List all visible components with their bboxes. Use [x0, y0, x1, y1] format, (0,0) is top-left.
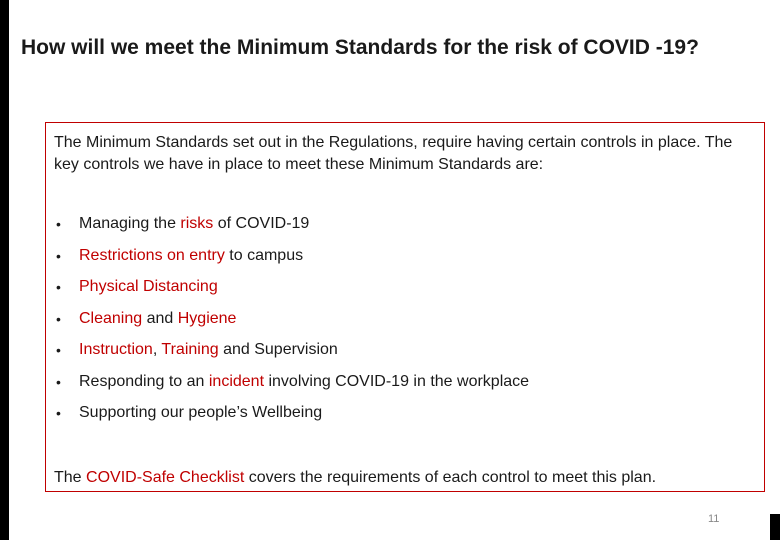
intro-paragraph: The Minimum Standards set out in the Regulations, require having certain controls in place. The key controls we have in place to meet these Minimum Standards are: [54, 134, 733, 173]
highlighted-term: Instruction [79, 341, 153, 358]
page-number: 11 [708, 513, 720, 525]
closing-after: covers the requirements of each control to meet this plan. [244, 469, 657, 486]
content-box [45, 122, 765, 492]
list-item [54, 340, 529, 372]
list-item [54, 309, 529, 341]
left-accent-bar [0, 0, 9, 540]
closing-before: The [54, 469, 87, 486]
text-segment: and Supervision [218, 341, 338, 358]
text-segment: to campus [224, 246, 304, 264]
bullet-icon: • [56, 310, 61, 327]
bullet-icon: • [56, 279, 61, 295]
bullet-icon: • [56, 405, 61, 421]
list-item-text [79, 372, 529, 392]
list-item-text [79, 309, 236, 329]
highlighted-term: Hygiene [177, 309, 237, 327]
text-segment: Responding to an [79, 372, 209, 390]
highlighted-term: risks [180, 215, 214, 232]
list-item [54, 277, 529, 309]
list-item-text [79, 277, 218, 297]
list-item-text [79, 214, 309, 234]
highlighted-term: Cleaning [79, 309, 143, 327]
slide-title: How will we meet the Minimum Standards for the risk of COVID -19? [21, 36, 699, 59]
list-item [54, 372, 529, 404]
list-item [54, 246, 529, 278]
text-segment: and [142, 309, 178, 327]
corner-mark [770, 514, 780, 540]
text-segment: , [152, 341, 162, 358]
text-segment: Managing the [79, 215, 181, 232]
checklist-highlight: COVID-Safe Checklist [86, 469, 245, 486]
list-item-text [79, 340, 338, 360]
highlighted-term: incident [208, 372, 265, 390]
text-segment: of COVID-19 [213, 215, 310, 232]
list-item-text [79, 246, 303, 266]
list-item [54, 214, 529, 246]
closing-paragraph [54, 468, 754, 488]
bullet-icon: • [56, 216, 61, 232]
list-item-text [79, 403, 322, 423]
bullet-icon: • [56, 342, 61, 358]
list-item [54, 403, 529, 435]
bullet-icon: • [56, 373, 61, 390]
highlighted-term: Training [161, 341, 219, 358]
highlighted-term: Restrictions on entry [79, 246, 225, 264]
highlighted-term: Physical Distancing [79, 278, 218, 295]
control-list [54, 214, 529, 435]
text-segment: involving COVID-19 in the workplace [264, 372, 530, 390]
text-segment: Supporting our people’s Wellbeing [79, 404, 323, 421]
bullet-icon: • [56, 247, 61, 264]
